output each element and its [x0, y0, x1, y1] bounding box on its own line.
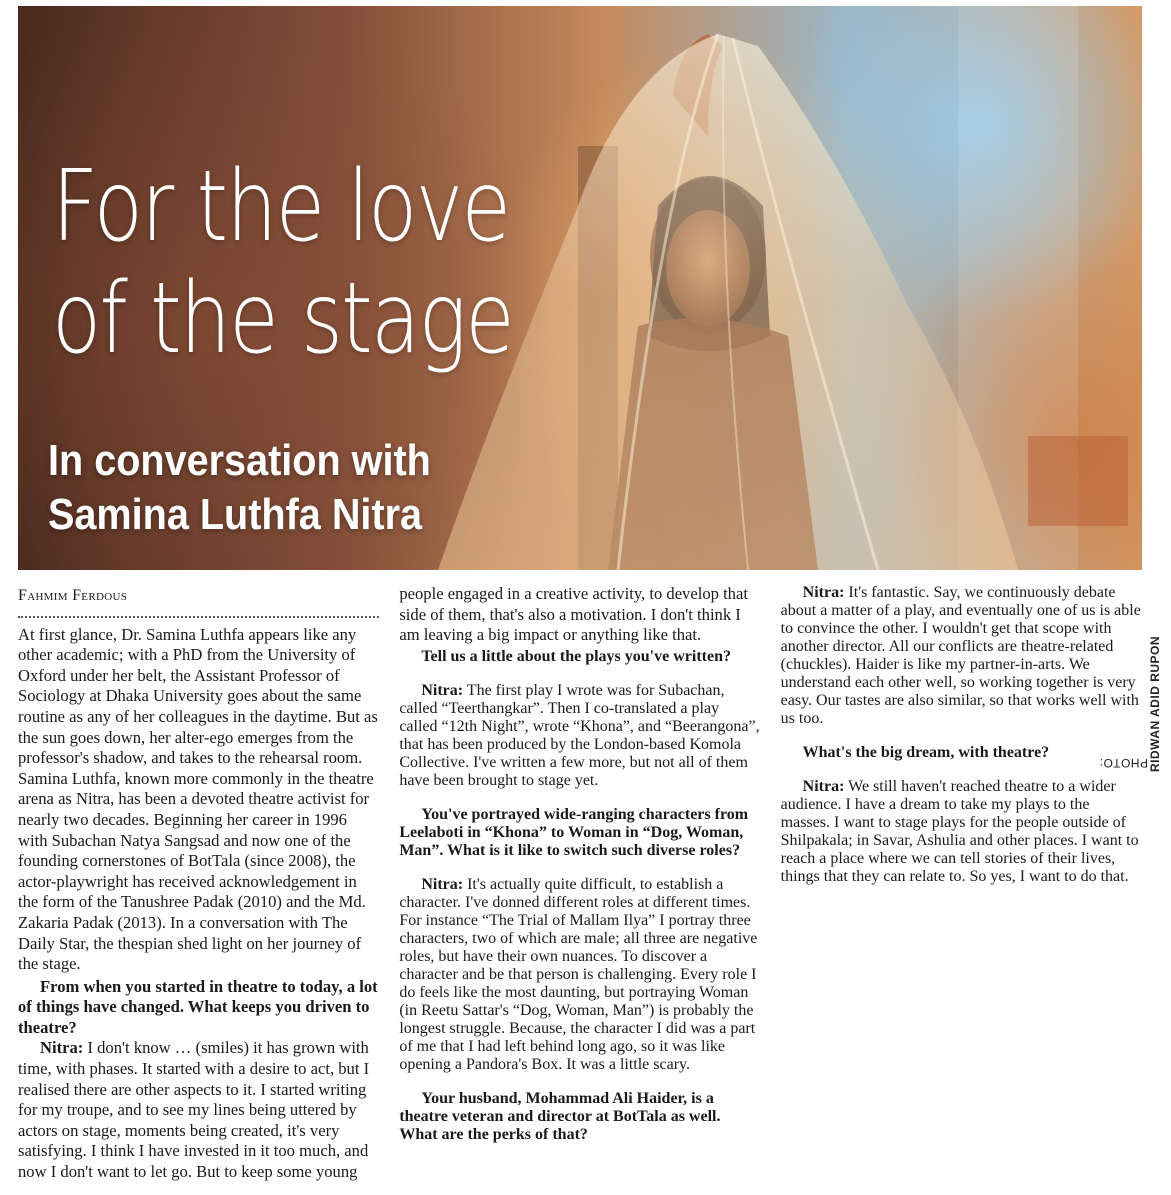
byline: Fahmim Ferdous — [18, 584, 379, 618]
answer-5-text: We still haven't reached theatre to a wider audience. I have a dream to take my plays to the masses. I want to stage plays for the people outside of Shilpakala; in Savar, Ashulia and other places. I want to reach a place where we can tell stories of their lives, things that they can relate to. So yes, I want to do that. — [780, 778, 1139, 885]
speaker-label: Nitra: — [802, 778, 845, 795]
question-5: What's the big dream, with theatre? — [802, 744, 1050, 761]
question-1: From when you started in theatre to today, a lot of things have changed. What keeps you driven to theatre? — [18, 976, 378, 1037]
answer-1-text: I don't know … (smiles) it has grown with time, with phases. It started with a desire to act, but I realised there are other aspects to it. I started writing for my troupe, and to see my lines being uttered by actors on stage, moments being created, it's very satisfying. I think I have invested in it too much, and now I don't want to let go. But to keep some young people engaged in a creative activity, to develop that side of them, that's also a motivation. I don't think I am leaving a big impact or anything like that. — [18, 584, 748, 1182]
answer-4-text: It's fantastic. Say, we continuously debate about a matter of a play, and eventually one of us is able to convince the other. I wouldn't get that scope with another director. All our conflicts are theatre-related (chuckles). Haider is like my partner-in-arts. We understand each other well, so working together is very easy. Our tastes are also similar, so that works well with us too. — [780, 584, 1141, 727]
article-body — [18, 584, 1142, 1189]
speaker-label: Nitra: — [421, 681, 464, 699]
question-3: You've portrayed wide-ranging characters from Leelaboti in “Khona” to Woman in “Dog, Woman, Man”. What is it like to switch such diverse roles? — [399, 805, 749, 859]
photo-credit-label: PHOTO: — [1099, 756, 1148, 770]
photo-credit-name: RIDWAN ADID RUPON — [1148, 635, 1162, 772]
speaker-label: Nitra: — [802, 584, 845, 601]
speaker-label: Nitra: — [40, 1038, 84, 1058]
subheadline-line-1: In conversation with — [48, 436, 431, 485]
answer-3-text: It's actually quite difficult, to establish a character. I've donned different roles at different times. For instance “The Trial of Mallam Ilya” I portray three characters, two of which are male; all three are negative roles, but have their own nuances. To discover a character and be that person is challenging. Every role I do feels like the most daunting, but portraying Woman (in Reetu Sattar's “Dog, Woman, Man”) is probably the longest struggle. Because, the character I did was a part of me that I had left behind long ago, so it was like opening a Pandora's Box. It was a little scary. — [399, 875, 758, 1073]
headline — [52, 151, 513, 375]
answer-2-text: The first play I wrote was for Subachan, called “Teerthangkar”. Then I co-translated a play called “12th Night”, wrote “Khona”, and “Beerangona”, that has been produced by the London-based Komola Collective. I've written a few more, but not all of them have been brought to stage yet. — [399, 681, 760, 789]
answer-2 — [399, 682, 760, 790]
answer-4 — [781, 584, 1142, 728]
photo-credit-text — [1099, 635, 1162, 772]
subheadline — [48, 434, 431, 542]
speaker-label: Nitra: — [421, 875, 464, 893]
headline-line-2: of the stage — [52, 262, 514, 376]
answer-5 — [781, 778, 1142, 886]
question-2: Tell us a little about the plays you've written? — [421, 647, 731, 665]
headline-line-1: For the love — [52, 150, 510, 264]
question-4: Your husband, Mohammad Ali Haider, is a theatre veteran and director at BotTala as well. What are the perks of that? — [399, 1089, 721, 1143]
answer-3 — [399, 876, 760, 1074]
hero-photo — [18, 6, 1142, 570]
photo-credit — [1099, 572, 1164, 772]
intro-paragraph: At first glance, Dr. Samina Luthfa appears like any other academic; with a PhD from the University of Oxford under her belt, the Assistant Professor of Sociology at Dhaka University goes about the same routine as any of her colleagues in the daytime. But as the sun goes down, her alter-ego emerges from the professor's shadow, and takes to the rehearsal room. Samina Luthfa, known more commonly in the theatre arena as Nitra, has been a devoted theatre activist for nearly two decades. Beginning her career in 1996 with Subachan Natya Sangsad and now one of the founding cornerstones of BotTala (since 2008), the actor-playwright has received acknowledgement in the form of the Tanushree Padak (2010) and the Md. Zakaria Padak (2013). In a conversation with The Daily Star, the thespian shed light on her journey of the stage. — [18, 624, 378, 974]
subheadline-line-2: Samina Luthfa Nitra — [48, 490, 423, 539]
